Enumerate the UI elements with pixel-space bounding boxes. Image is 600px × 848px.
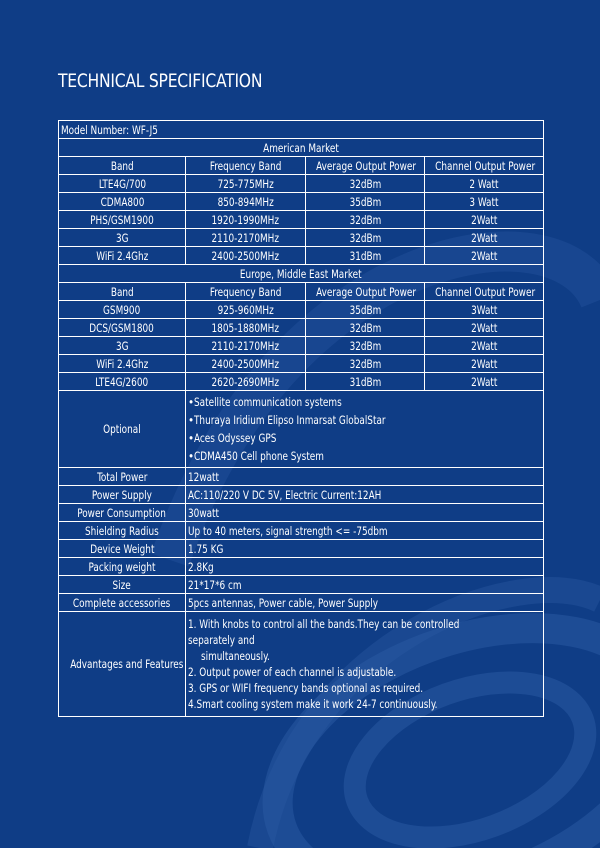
table-cell-text: 2Watt — [470, 374, 498, 389]
spec-table-body — [59, 121, 544, 717]
spec-label — [59, 576, 186, 594]
europe-market-header-text: Europe, Middle East Market — [240, 266, 362, 281]
table-cell-text: 32dBm — [349, 212, 381, 227]
table-cell — [425, 247, 544, 265]
table-cell — [306, 193, 425, 211]
spec-label-text: Device Weight — [89, 541, 155, 556]
spec-label-text: Shielding Radius — [85, 523, 159, 538]
table-cell-text: WiFi 2.4Ghz — [95, 248, 149, 263]
advantages-row — [59, 612, 544, 717]
table-cell — [59, 175, 186, 193]
europe-column-header — [59, 283, 186, 301]
page-title: TECHNICAL SPECIFICATION — [58, 70, 263, 92]
spec-value — [186, 504, 544, 522]
advantage-item-text: 4.Smart cooling system make it work 24-7 continuously. — [188, 697, 438, 711]
table-cell-text: 2400-2500MHz — [211, 356, 280, 371]
table-cell-text: 3 Watt — [469, 194, 499, 209]
american-column-header-text: Band — [110, 158, 134, 173]
table-cell — [186, 247, 306, 265]
table-cell — [306, 175, 425, 193]
table-row — [59, 247, 544, 265]
optional-item-text: Satellite communication systems — [194, 395, 342, 409]
spec-value — [186, 486, 544, 504]
american-column-header — [186, 157, 306, 175]
advantage-item-text: 3. GPS or WIFI frequency bands optional as required. — [188, 681, 424, 695]
table-cell-text: 2 Watt — [469, 176, 499, 191]
spec-row — [59, 486, 544, 504]
optional-item-text: Aces Odyssey GPS — [194, 431, 277, 445]
spec-value-text: Up to 40 meters, signal strength <= -75dbm — [188, 523, 388, 538]
table-cell-text: 1805-1880MHz — [211, 320, 280, 335]
table-cell — [306, 373, 425, 391]
table-cell-text: 2110-2170MHz — [211, 338, 280, 353]
optional-item — [188, 411, 541, 429]
table-cell — [425, 373, 544, 391]
table-cell-text: 3G — [115, 338, 129, 353]
spec-label — [59, 594, 186, 612]
spec-row — [59, 576, 544, 594]
american-column-header — [425, 157, 544, 175]
spec-value — [186, 558, 544, 576]
table-cell-text: 31dBm — [349, 248, 381, 263]
europe-column-header-text: Average Output Power — [316, 284, 417, 299]
spec-label — [59, 486, 186, 504]
american-column-header-text: Frequency Band — [209, 158, 282, 173]
american-header-row — [59, 139, 544, 157]
optional-list — [188, 391, 541, 467]
table-cell — [59, 337, 186, 355]
american-market-header-text: American Market — [263, 140, 339, 155]
table-cell — [59, 301, 186, 319]
table-row — [59, 355, 544, 373]
table-cell-text: PHS/GSM1900 — [90, 212, 154, 227]
advantage-item — [188, 616, 541, 664]
optional-item-text: CDMA450 Cell phone System — [194, 449, 325, 463]
american-column-header-text: Average Output Power — [316, 158, 417, 173]
spec-value-text: AC:110/220 V DC 5V, Electric Current:12AH — [188, 487, 382, 502]
advantages-label — [59, 612, 186, 717]
table-cell — [186, 319, 306, 337]
spec-label-text: Total Power — [96, 469, 148, 484]
spec-value — [186, 522, 544, 540]
table-cell — [425, 301, 544, 319]
europe-column-header-text: Frequency Band — [209, 284, 282, 299]
spec-value-text: 21*17*6 cm — [188, 577, 242, 592]
table-cell — [186, 301, 306, 319]
american-columns-row — [59, 157, 544, 175]
table-cell-text: 2Watt — [470, 356, 498, 371]
spec-label — [59, 468, 186, 486]
table-cell-text: DCS/GSM1800 — [89, 320, 155, 335]
europe-column-header — [306, 283, 425, 301]
optional-list-cell — [186, 391, 544, 468]
europe-column-header-text: Channel Output Power — [435, 284, 536, 299]
table-row — [59, 337, 544, 355]
advantage-item-continuation: simultaneously. — [201, 649, 270, 663]
table-cell-text: 32dBm — [349, 320, 381, 335]
table-row — [59, 175, 544, 193]
spec-label-text: Power Supply — [91, 487, 153, 502]
spec-label — [59, 522, 186, 540]
spec-value — [186, 468, 544, 486]
table-cell — [425, 211, 544, 229]
american-column-header — [306, 157, 425, 175]
table-cell-text: 31dBm — [349, 374, 381, 389]
table-cell-text: 2Watt — [470, 212, 498, 227]
europe-column-header — [186, 283, 306, 301]
table-cell — [425, 229, 544, 247]
spec-row — [59, 522, 544, 540]
table-cell-text: WiFi 2.4Ghz — [95, 356, 149, 371]
table-cell — [186, 355, 306, 373]
table-cell-text: 32dBm — [349, 338, 381, 353]
table-cell — [306, 247, 425, 265]
advantage-item — [188, 680, 541, 696]
spec-row — [59, 504, 544, 522]
spec-label-text: Power Consumption — [77, 505, 167, 520]
advantage-item — [188, 664, 541, 680]
table-cell — [186, 211, 306, 229]
model-number-cell-text: Model Number: WF-J5 — [61, 122, 158, 137]
spec-row — [59, 594, 544, 612]
spec-value-text: 2.8Kg — [188, 559, 214, 574]
table-cell — [59, 211, 186, 229]
spec-label — [59, 540, 186, 558]
table-cell-text: CDMA800 — [100, 194, 144, 209]
optional-item — [188, 429, 541, 447]
table-cell-text: 2Watt — [470, 248, 498, 263]
table-cell-text: LTE4G/2600 — [95, 374, 149, 389]
table-cell-text: 32dBm — [349, 230, 381, 245]
spec-value — [186, 540, 544, 558]
spec-label-text: Complete accessories — [73, 595, 171, 610]
advantage-item-text: 1. With knobs to control all the bands.They can be controlled separately and — [188, 617, 460, 647]
table-row — [59, 373, 544, 391]
table-cell — [59, 229, 186, 247]
europe-columns-row — [59, 283, 544, 301]
american-column-header — [59, 157, 186, 175]
advantages-label-text: Advantages and Features — [70, 657, 184, 671]
table-cell-text: 35dBm — [349, 302, 381, 317]
spec-label — [59, 504, 186, 522]
american-column-header-text: Channel Output Power — [435, 158, 536, 173]
optional-label-text: Optional — [103, 422, 141, 436]
table-cell — [306, 211, 425, 229]
table-cell — [306, 229, 425, 247]
table-cell-text: 32dBm — [349, 356, 381, 371]
table-cell-text: 1920-1990MHz — [211, 212, 280, 227]
spec-value-text: 5pcs antennas, Power cable, Power Supply — [188, 595, 379, 610]
table-cell — [306, 337, 425, 355]
spec-label-text: Size — [112, 577, 132, 592]
table-cell-text: 35dBm — [349, 194, 381, 209]
table-cell — [186, 337, 306, 355]
table-cell-text: 32dBm — [349, 176, 381, 191]
table-row — [59, 211, 544, 229]
table-cell — [186, 175, 306, 193]
table-cell-text: 725-775MHz — [217, 176, 274, 191]
spec-value-text: 1.75 KG — [188, 541, 224, 556]
table-cell — [306, 355, 425, 373]
table-cell — [306, 319, 425, 337]
table-cell — [59, 319, 186, 337]
table-cell-text: 850-894MHz — [217, 194, 274, 209]
optional-row — [59, 391, 544, 468]
table-cell — [306, 301, 425, 319]
table-row — [59, 319, 544, 337]
table-cell-text: 3Watt — [470, 302, 498, 317]
advantages-list-cell — [186, 612, 544, 717]
table-cell — [425, 337, 544, 355]
advantage-item — [188, 696, 541, 712]
table-cell-text: 2110-2170MHz — [211, 230, 280, 245]
table-cell-text: 2400-2500MHz — [211, 248, 280, 263]
model-number-cell — [59, 121, 544, 139]
table-cell-text: LTE4G/700 — [98, 176, 146, 191]
spec-label — [59, 558, 186, 576]
europe-column-header-text: Band — [110, 284, 134, 299]
spec-table — [58, 120, 544, 717]
spec-label-text: Packing weight — [88, 559, 156, 574]
europe-market-header — [59, 265, 544, 283]
table-cell — [186, 373, 306, 391]
table-cell-text: 925-960MHz — [217, 302, 274, 317]
spec-value — [186, 576, 544, 594]
spec-row — [59, 558, 544, 576]
advantage-item-text: 2. Output power of each channel is adjustable. — [188, 665, 397, 679]
optional-item — [188, 447, 541, 465]
table-row — [59, 301, 544, 319]
table-cell — [425, 319, 544, 337]
table-cell-text: GSM900 — [103, 302, 141, 317]
table-cell — [59, 355, 186, 373]
spec-row — [59, 540, 544, 558]
table-row — [59, 193, 544, 211]
model-row — [59, 121, 544, 139]
table-cell — [59, 373, 186, 391]
spec-value-text: 30watt — [188, 505, 220, 520]
table-cell — [186, 193, 306, 211]
table-cell — [59, 193, 186, 211]
optional-label — [59, 391, 186, 468]
optional-item — [188, 393, 541, 411]
american-market-header — [59, 139, 544, 157]
table-cell-text: 2Watt — [470, 338, 498, 353]
optional-item-text: Thuraya Iridium Elipso Inmarsat GlobalStar — [194, 413, 386, 427]
table-cell — [425, 175, 544, 193]
table-cell — [59, 247, 186, 265]
table-cell-text: 3G — [115, 230, 129, 245]
europe-column-header — [425, 283, 544, 301]
table-cell-text: 2Watt — [470, 230, 498, 245]
spec-row — [59, 468, 544, 486]
table-cell-text: 2620-2690MHz — [211, 374, 280, 389]
spec-value-text: 12watt — [188, 469, 220, 484]
table-cell — [425, 355, 544, 373]
advantages-list — [188, 612, 541, 716]
europe-header-row — [59, 265, 544, 283]
table-row — [59, 229, 544, 247]
table-cell — [186, 229, 306, 247]
spec-value — [186, 594, 544, 612]
table-cell-text: 2Watt — [470, 320, 498, 335]
table-cell — [425, 193, 544, 211]
